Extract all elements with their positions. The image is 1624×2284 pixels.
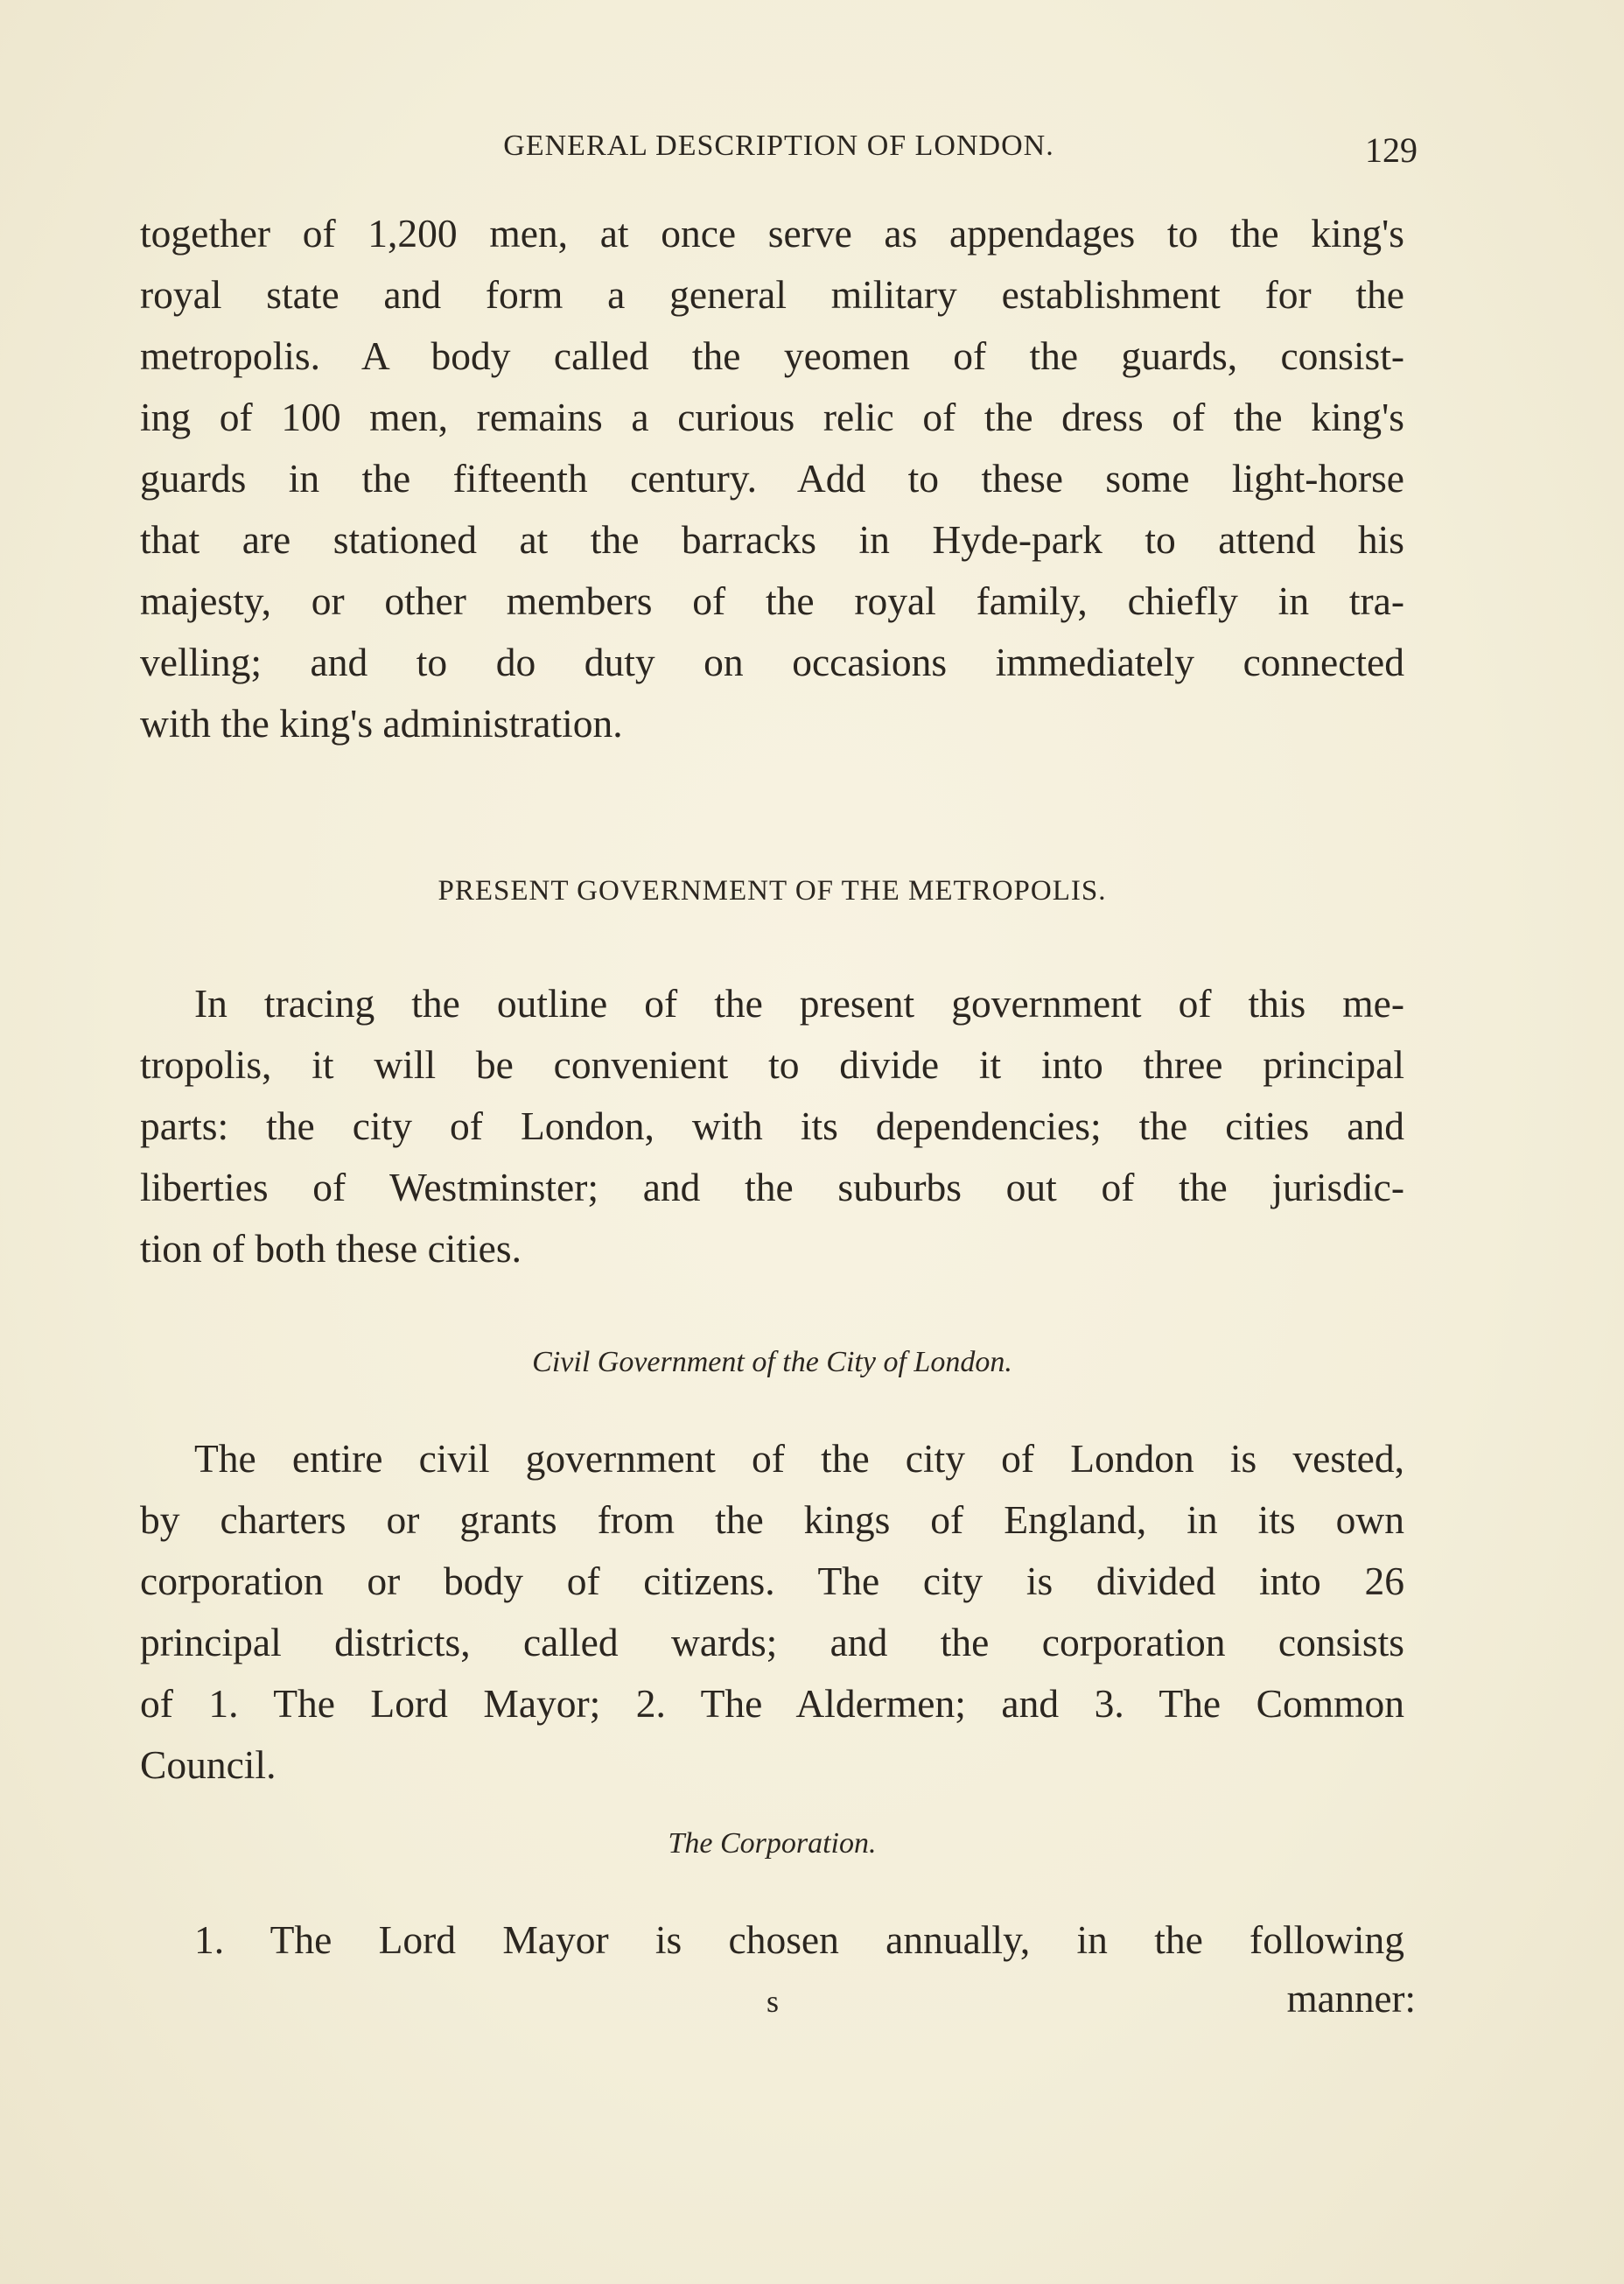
text-line: guards in the fifteenth century. Add to these some light-horse: [140, 456, 1404, 501]
text-line: tion of both these cities.: [140, 1226, 522, 1271]
section-heading: PRESENT GOVERNMENT OF THE METROPOLIS.: [438, 875, 1107, 907]
text-line: corporation or body of citizens. The city is divided into 26: [140, 1559, 1404, 1603]
subheading-civil-government: Civil Government of the City of London.: [532, 1346, 1012, 1378]
text-line: parts: the city of London, with its dependencies; the cities and: [140, 1103, 1404, 1148]
text-line: principal districts, called wards; and the corporation consists: [140, 1620, 1404, 1664]
catchword: manner:: [1286, 1977, 1416, 2021]
running-head: [140, 124, 1418, 168]
text-line: In tracing the outline of the present government of this me-: [194, 981, 1404, 1026]
text-line: with the king's administration.: [140, 701, 623, 746]
paragraph-military-establishment: [140, 203, 1404, 754]
page-number: 129: [1365, 130, 1418, 170]
signature-mark: s: [766, 1984, 780, 2019]
text-line: ing of 100 men, remains a curious relic of the dress of the king's: [140, 395, 1404, 439]
text-line: velling; and to do duty on occasions immediately connected: [140, 640, 1404, 684]
text-line: together of 1,200 men, at once serve as appendages to the king's: [140, 211, 1404, 256]
text-line: of 1. The Lord Mayor; 2. The Aldermen; and 3. The Common: [140, 1681, 1404, 1726]
paragraph-government-outline: [140, 973, 1404, 1279]
paragraph-lord-mayor: [140, 1909, 1404, 1971]
text-line: tropolis, it will be convenient to divide it into three principal: [140, 1042, 1404, 1087]
text-line: royal state and form a general military establishment for the: [140, 272, 1404, 317]
running-title: GENERAL DESCRIPTION OF LONDON.: [503, 130, 1054, 162]
text-line: liberties of Westminster; and the suburbs out of the jurisdic-: [140, 1165, 1404, 1209]
text-line: by charters or grants from the kings of England, in its own: [140, 1497, 1404, 1542]
subheading-corporation: The Corporation.: [668, 1827, 877, 1860]
text-line: metropolis. A body called the yeomen of the guards, consist-: [140, 333, 1404, 378]
paragraph-civil-government: [140, 1428, 1404, 1796]
text-line: that are stationed at the barracks in Hyde-park to attend his: [140, 517, 1404, 562]
text-line: Council.: [140, 1742, 276, 1787]
text-line: majesty, or other members of the royal family, chiefly in tra-: [140, 578, 1404, 623]
text-line: The entire civil government of the city of London is vested,: [194, 1436, 1404, 1481]
text-line: 1. The Lord Mayor is chosen annually, in the following: [194, 1917, 1404, 1962]
